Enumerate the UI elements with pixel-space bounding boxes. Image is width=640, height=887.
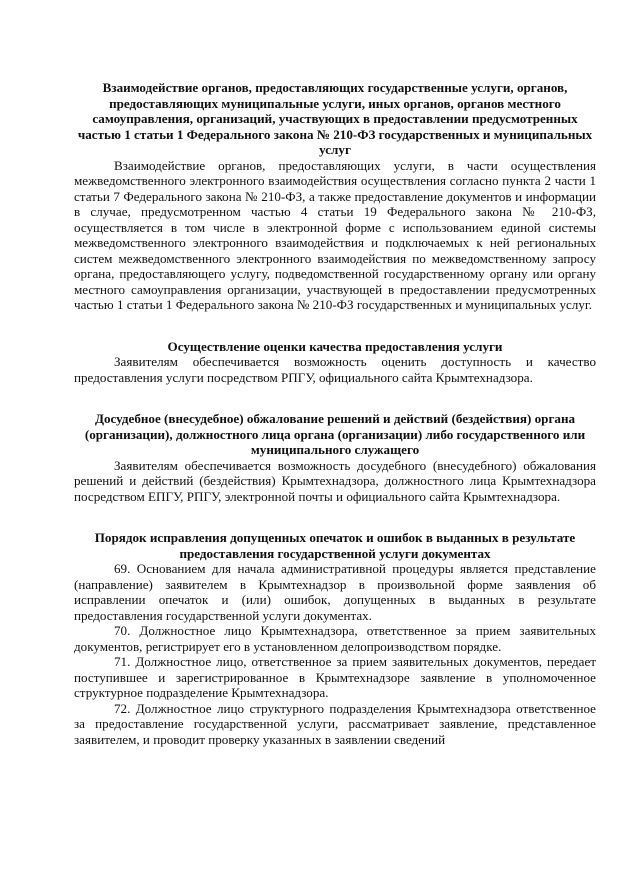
paragraph: Взаимодействие органов, предоставляющих услуги, в части осуществления межведомственного электронного взаимодействия осуществления согласно пункта 2 части 1 статьи 7 Федерального закона № 210-ФЗ, а также предоставление документов и информации в случае, предусмотренном частью 4 статьи 19 Федерального закона № 210-ФЗ, осуществляется в том числе в электронной форме с использованием единой системы межведомственного электронного взаимодействия и подключаемых к ней региональных систем межведомственного электронного взаимодействия по межведомственному запросу органа, предоставляющего услугу, подведомственной государственному органу или органу местного самоуправления организации, участвующей в предоставлении предусмотренных частью 1 статьи 1 Федерального закона № 210-ФЗ государственных и муниципальных услуг.: [74, 157, 596, 312]
paragraph-70: 70. Должностное лицо Крымтехнадзора, ответственное за прием заявительных документов, регистрирует его в установленном делопроизводством порядке.: [74, 623, 596, 654]
section-heading: Взаимодействие органов, предоставляющих государственные услуги, органов, предоставляющих муниципальные услуги, иных органов, органов местного самоуправления, организаций, участвующих в предоставлении предусмотренных частью 1 статьи 1 Федерального закона № 210-ФЗ государственных и муниципальных услуг: [77, 80, 593, 157]
paragraph-71: 71. Должностное лицо, ответственное за прием заявительных документов, передает поступившее и зарегистрированное в Крымтехнадзоре заявление в уполномоченное структурное подразделение Крымтехнадзора.: [74, 654, 596, 700]
paragraph: Заявителям обеспечивается возможность оценить доступность и качество предоставления услуги посредством РПГУ, официального сайта Крымтехнадзора.: [74, 354, 596, 385]
paragraph: Заявителям обеспечивается возможность досудебного (внесудебного) обжалования решений и действий (бездействия) Крымтехнадзора, должностного лица Крымтехнадзора посредством ЕПГУ, РПГУ, электронной почты и официального сайта Крымтехнадзора.: [74, 457, 596, 504]
paragraph-69: 69. Основанием для начала административной процедуры является представление (направление) заявителем в Крымтехнадзор в произвольной форме заявления об исправлении опечаток и (или) ошибок, допущенных в выданных в результате предоставления государственной услуги документах.: [74, 561, 596, 623]
section-pretrial-appeal: [74, 411, 596, 504]
section-heading: Досудебное (внесудебное) обжалование решений и действий (бездействия) органа (организации), должностного лица органа (организации) либо государственного или муниципального служащего: [84, 411, 586, 457]
section-heading: Порядок исправления допущенных опечаток и ошибок в выданных в результате предоставления государственной услуги документах: [94, 530, 576, 561]
section-error-correction: [74, 530, 596, 747]
section-quality-assessment: [74, 339, 596, 386]
section-interaction: [74, 80, 596, 313]
paragraph-72: 72. Должностное лицо структурного подразделения Крымтехнадзора ответственное за предоставление государственной услуги, рассматривает заявление, представленное заявителем, и проводит проверку указанных в заявлении сведений: [74, 700, 596, 747]
section-heading: Осуществление оценки качества предоставления услуги: [167, 338, 503, 354]
